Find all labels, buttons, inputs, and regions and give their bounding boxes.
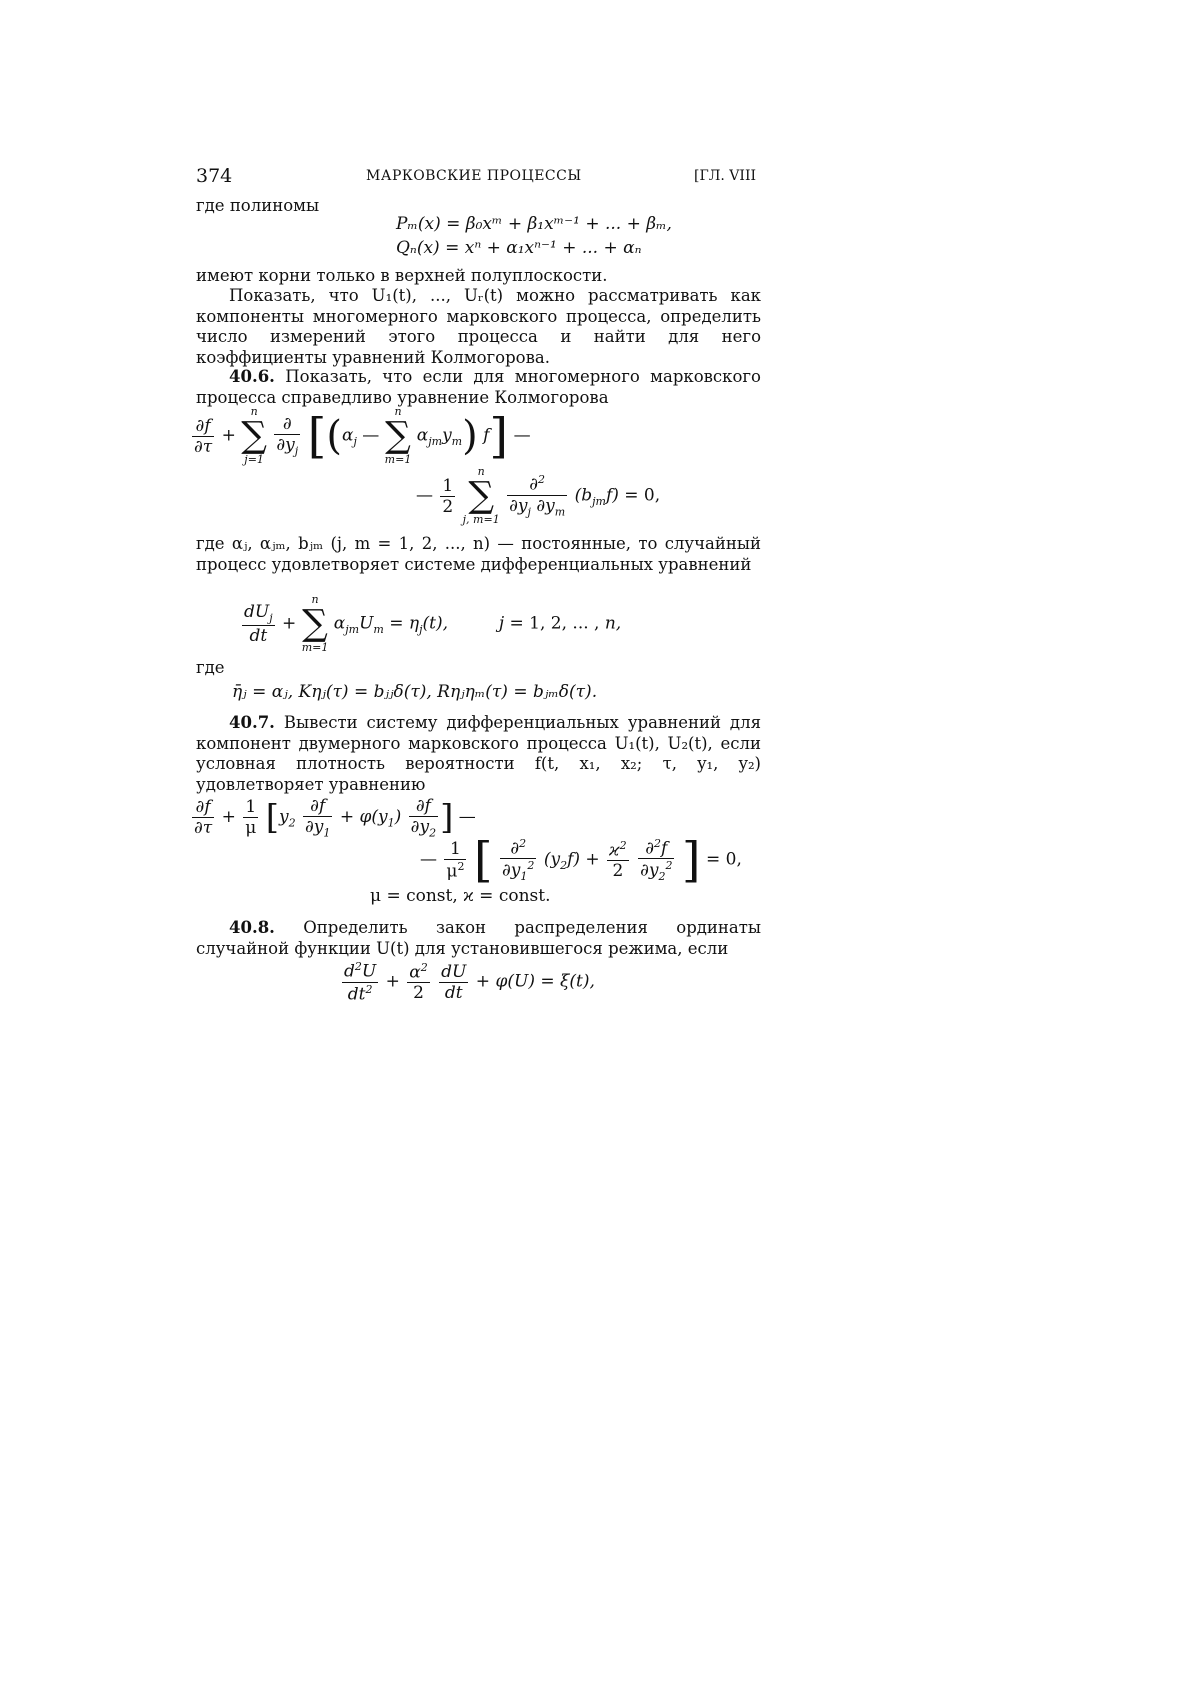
- problem-number: 40.6.: [229, 367, 275, 386]
- equation-system: $\frac{dU_j}{dt}$ + n ∑ m=1 $\alpha_{jm}U_m = \eta_j(t)$, j = 1, 2, ... , n,: [244, 593, 622, 654]
- problem-40-7: [196, 713, 761, 795]
- running-title: МАРКОВСКИЕ ПРОЦЕССЫ: [366, 168, 582, 184]
- equation-407-2: — $\frac{1}{\mu^2}$ [ $\frac{\partial^2}{\partial y_1^2}$ $(y_2f)$ + $\frac{ϰ^2}{2}$ $\frac{\partial^2f}{\partial y_2^2}$ ] = 0,: [420, 832, 742, 888]
- paragraph: где αⱼ, αⱼₘ, bⱼₘ (j, m = 1, 2, ..., n) — постоянные, то случайный процесс удовлетворяет системе дифференциальных уравнений: [196, 534, 761, 574]
- equation-constants: μ = const, ϰ = const.: [370, 886, 551, 906]
- equation-kolmogorov-1: $\frac{\partial f}{\partial\tau}$ + n ∑ j=1 $\frac{\partial}{\partial y_j}$ [($\alpha_j$ — n ∑ m=1 $\alpha_{jm}y_m$) f] —: [194, 405, 531, 466]
- running-header: [196, 165, 756, 189]
- problem-number: 40.8.: [229, 918, 275, 937]
- equation-408: $\frac{d^2U}{dt^2}$ + $\frac{\alpha^2}{2}$ $\frac{dU}{dt}$ + φ(U) = ξ(t),: [344, 960, 595, 1005]
- equation-eta: η̄ⱼ = αⱼ, Kηⱼ(τ) = bⱼⱼδ(τ), Rηⱼηₘ(τ) = bⱼₘδ(τ).: [232, 682, 598, 702]
- paragraph: где: [196, 658, 225, 677]
- equation-pm: Pₘ(x) = β₀xᵐ + β₁xᵐ⁻¹ + ... + βₘ,: [396, 214, 672, 234]
- problem-number: 40.7.: [229, 713, 275, 732]
- equation-407-1: $\frac{\partial f}{\partial\tau}$ + $\frac{1}{\mu}$ [$y_2$ $\frac{\partial f}{\partial y_1}$ + $\varphi(y_1)$ $\frac{\partial f}{\partial y_2}$ ] —: [194, 796, 476, 840]
- problem-40-6: [196, 367, 761, 408]
- paragraph: имеют корни только в верхней полуплоскости.: [196, 266, 608, 285]
- problem-text: Показать, что если для многомерного марковского процесса справедливо уравнение Колмогорова: [196, 367, 761, 407]
- problem-text: Определить закон распределения ординаты случайной функции U(t) для установившегося режима, если: [196, 918, 762, 958]
- paragraph: где полиномы: [196, 196, 320, 215]
- equation-qn: Qₙ(x) = xⁿ + α₁xⁿ⁻¹ + ... + αₙ: [396, 238, 642, 258]
- chapter-label: [ГЛ. VIII: [693, 168, 756, 184]
- page-number: 374: [196, 165, 233, 187]
- paragraph: Показать, что U₁(t), ..., Uᵣ(t) можно рассматривать как компоненты многомерного марковского процесса, определить число измерений этого процесса и найти для него коэффициенты уравнений Колмогорова.: [196, 286, 761, 367]
- problem-40-8: [196, 918, 761, 959]
- problem-text: Вывести систему дифференциальных уравнений для компонент двумерного марковского процесса U₁(t), U₂(t), если условная плотность вероятности f(t, x₁, x₂; τ, y₁, y₂) удовлетворяет уравнению: [196, 713, 761, 794]
- equation-kolmogorov-2: — $\frac{1}{2}$ n ∑ j, m=1 $\frac{\partial^2}{\partial y_j \partial y_m}$ $(b_{jm}f) = 0$,: [416, 465, 661, 526]
